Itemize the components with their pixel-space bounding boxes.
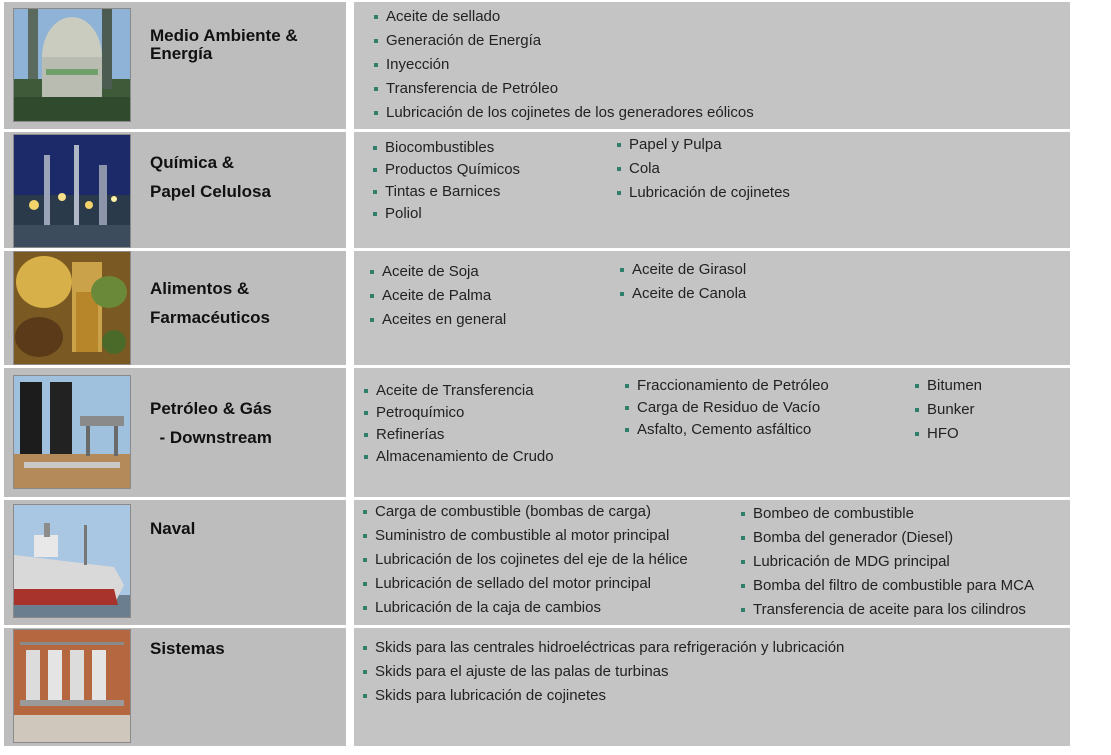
list-item: Aceite de sellado — [373, 5, 754, 29]
applications-list — [369, 260, 506, 332]
list-item: Petroquímico — [363, 402, 554, 424]
category-cell — [4, 628, 346, 746]
applications-cell — [354, 2, 1070, 129]
list-item: Lubricación de la caja de cambios — [362, 596, 688, 620]
row-petroleo — [0, 368, 1111, 497]
power-plant-image — [13, 8, 131, 122]
applications-cell — [354, 251, 1070, 365]
list-item: Inyección — [373, 53, 754, 77]
list-item: Lubricación de MDG principal — [740, 550, 1034, 574]
list-item: Bomba del generador (Diesel) — [740, 526, 1034, 550]
list-item: Biocombustibles — [372, 137, 520, 159]
row-sistemas — [0, 628, 1111, 746]
list-item: Bunker — [914, 398, 982, 422]
list-item: Bombeo de combustible — [740, 502, 1034, 526]
list-item: Carga de combustible (bombas de carga) — [362, 500, 688, 524]
list-item: Productos Químicos — [372, 159, 520, 181]
applications-list — [362, 500, 688, 620]
category-cell — [4, 251, 346, 365]
list-item: Aceite de Girasol — [619, 258, 746, 282]
category-cell — [4, 132, 346, 248]
list-item: Aceite de Transferencia — [363, 380, 554, 402]
applications-cell — [354, 132, 1070, 248]
list-item: Suministro de combustible al motor principal — [362, 524, 688, 548]
category-cell — [4, 2, 346, 129]
list-item: Skids para el ajuste de las palas de turbinas — [362, 660, 844, 684]
category-title: Química & Papel Celulosa — [150, 153, 271, 201]
applications-list — [363, 380, 554, 468]
list-item: Lubricación de sellado del motor principal — [362, 572, 688, 596]
applications-list — [624, 375, 829, 441]
applications-list — [740, 502, 1034, 622]
list-item: Bitumen — [914, 374, 982, 398]
applications-list — [362, 636, 844, 708]
applications-cell — [354, 368, 1070, 497]
category-cell — [4, 368, 346, 497]
list-item: Transferencia de aceite para los cilindros — [740, 598, 1034, 622]
list-item: Skids para lubricación de cojinetes — [362, 684, 844, 708]
list-item: Cola — [616, 157, 790, 181]
list-item: Fraccionamiento de Petróleo — [624, 375, 829, 397]
list-item: Generación de Energía — [373, 29, 754, 53]
category-title: Sistemas — [150, 639, 225, 658]
applications-list — [619, 258, 746, 306]
list-item: Poliol — [372, 203, 520, 225]
applications-cell — [354, 500, 1070, 625]
list-item: Papel y Pulpa — [616, 133, 790, 157]
applications-cell — [354, 628, 1070, 746]
food-oils-image — [13, 251, 131, 365]
row-medio-ambiente — [0, 2, 1111, 129]
list-item: Aceite de Palma — [369, 284, 506, 308]
list-item: Aceite de Soja — [369, 260, 506, 284]
category-title: Alimentos & Farmacéuticos — [150, 279, 270, 327]
skid-systems-image — [13, 629, 131, 743]
list-item: Asfalto, Cemento asfáltico — [624, 419, 829, 441]
row-quimica — [0, 132, 1111, 248]
list-item: Skids para las centrales hidroeléctricas para refrigeración y lubricación — [362, 636, 844, 660]
list-item: Lubricación de los cojinetes de los generadores eólicos — [373, 101, 754, 125]
ship-image — [13, 504, 131, 618]
list-item: Bomba del filtro de combustible para MCA — [740, 574, 1034, 598]
list-item: HFO — [914, 422, 982, 446]
applications-list — [373, 5, 754, 125]
oil-tanks-image — [13, 375, 131, 489]
chemical-refinery-image — [13, 134, 131, 248]
row-alimentos — [0, 251, 1111, 365]
list-item: Lubricación de cojinetes — [616, 181, 790, 205]
applications-list — [914, 374, 982, 446]
applications-list — [372, 137, 520, 225]
category-title: Medio Ambiente & Energía — [150, 26, 298, 63]
list-item: Carga de Residuo de Vacío — [624, 397, 829, 419]
list-item: Aceite de Canola — [619, 282, 746, 306]
applications-list — [616, 133, 790, 205]
list-item: Refinerías — [363, 424, 554, 446]
category-cell — [4, 500, 346, 625]
list-item: Transferencia de Petróleo — [373, 77, 754, 101]
list-item: Almacenamiento de Crudo — [363, 446, 554, 468]
row-naval — [0, 500, 1111, 625]
category-title: Petróleo & Gás - Downstream — [150, 399, 272, 447]
list-item: Lubricación de los cojinetes del eje de la hélice — [362, 548, 688, 572]
list-item: Tintas e Barnices — [372, 181, 520, 203]
list-item: Aceites en general — [369, 308, 506, 332]
category-title: Naval — [150, 519, 196, 538]
